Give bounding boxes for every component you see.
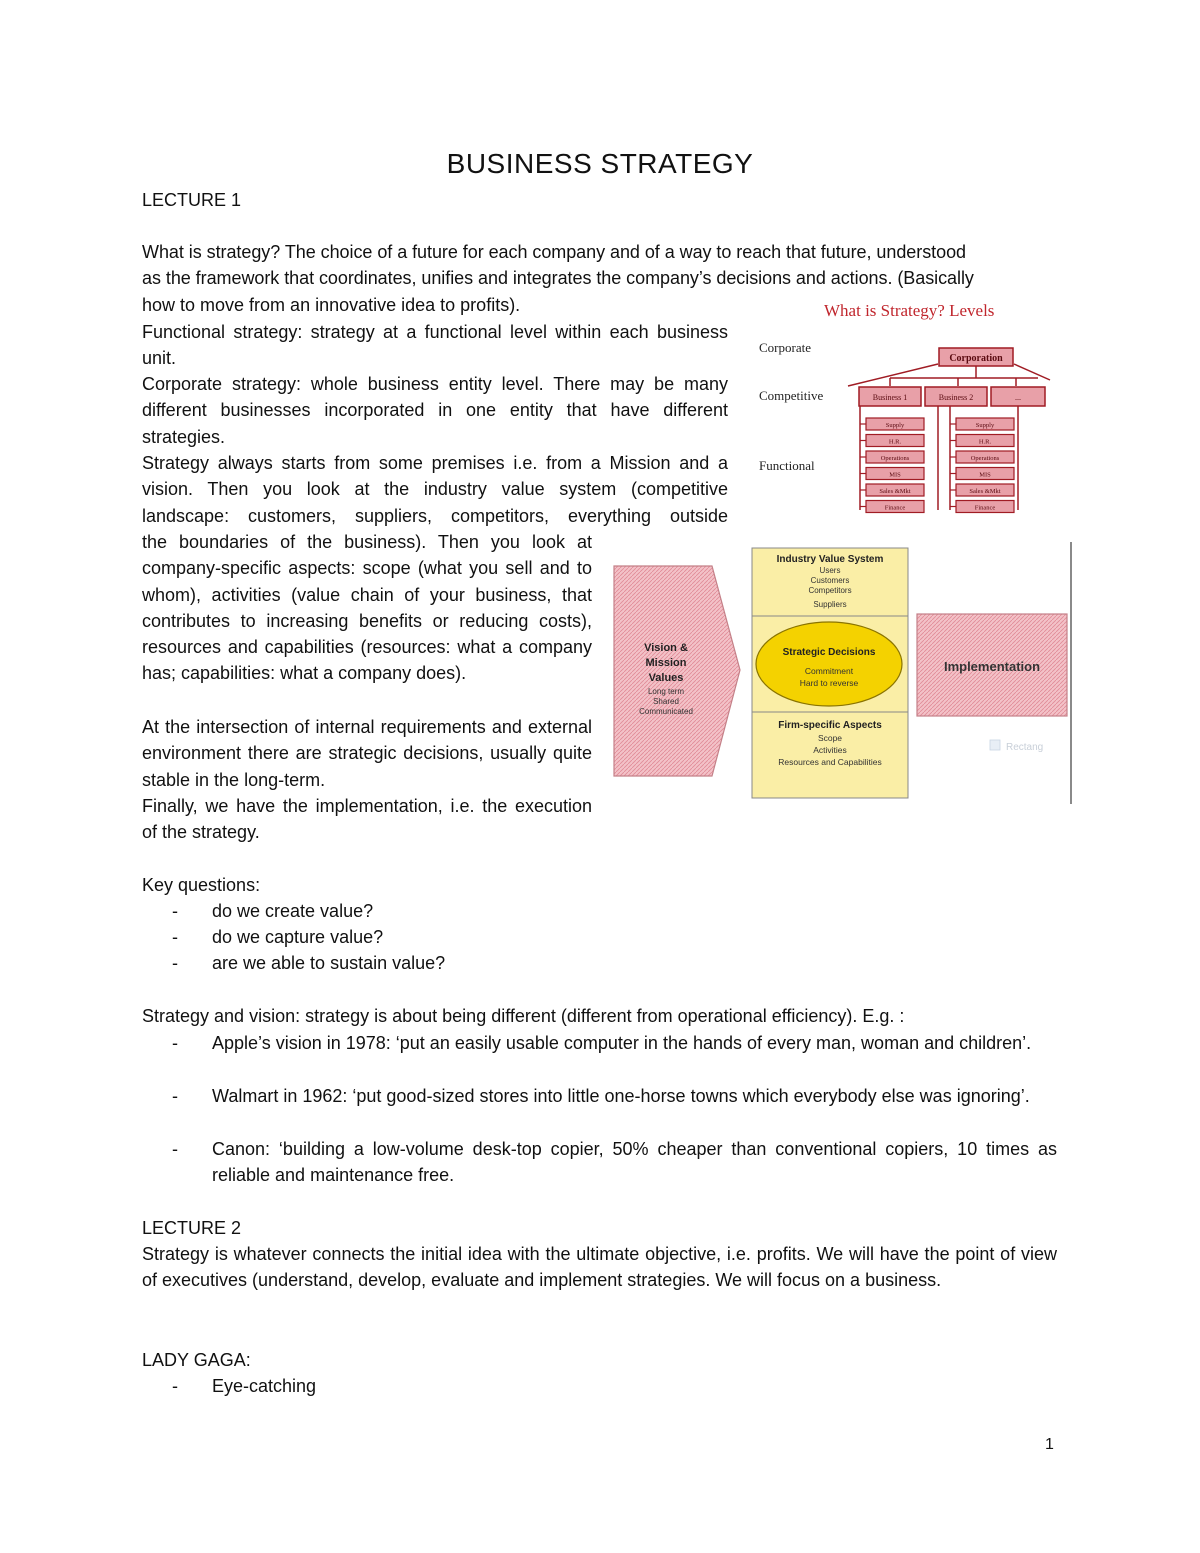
page-number: 1 (1045, 1436, 1054, 1453)
bullet-dash: - (172, 1086, 178, 1106)
bullet-dash: - (172, 1376, 178, 1396)
functional-strategy-paragraph: Functional strategy: strategy at a functional level within each business unit. (142, 322, 728, 369)
firm-heading: Firm-specific Aspects (778, 720, 882, 731)
stray-label: Rectang (1006, 742, 1044, 753)
list-item: are we able to sustain value? (212, 953, 446, 973)
industry-item: Users (819, 566, 841, 575)
strategy-levels-figure (748, 294, 1058, 516)
intro-line-2: as the framework that coordinates, unifies and integrates the company’s decisions and actions. (Basically (142, 268, 974, 288)
function-label: Supply (975, 422, 995, 429)
strategic-item: Hard to reverse (799, 678, 859, 688)
intro-line-1: What is strategy? The choice of a future for each company and of a way to reach that future, understood (142, 242, 966, 262)
vision-label: Mission (645, 657, 687, 669)
list-item: Eye-catching (212, 1376, 317, 1396)
business-label: Business 1 (872, 393, 908, 402)
strategic-item: Commitment (804, 666, 854, 676)
function-label: Sales &Mkt (879, 488, 911, 495)
intersection-paragraph: At the intersection of internal requirements and external environment there are strategic decisions, usually quite stable in the long-term. (142, 717, 592, 790)
lecture-2-heading: LECTURE 2 (142, 1218, 242, 1238)
list-item: Canon: ‘building a low-volume desk-top copier, 50% cheaper than conventional copiers, 10 times as reliable and maintenance free. (212, 1139, 1057, 1186)
lecture-2-paragraph: Strategy is whatever connects the initial idea with the ultimate objective, i.e. profits. We will have the point of view of executives (understand, develop, evaluate and implement strategies. We will focus on a business. (142, 1244, 1057, 1291)
list-item: do we capture value? (212, 927, 384, 947)
bullet-dash: - (172, 927, 178, 947)
industry-item: Customers (810, 576, 850, 585)
lecture-1-heading: LECTURE 1 (142, 190, 242, 210)
vision-label: Values (648, 672, 684, 684)
function-label: Sales &Mkt (969, 488, 1001, 495)
function-label: Supply (885, 422, 905, 429)
premises-paragraph-rest: the boundaries of the business). Then you look at company-specific aspects: scope (what you sell and to whom), activities (value chain of your business, that contributes to increasing benefits or reducing costs), resources and capabilities (resources: what a company has; capabilities: what a company does). (142, 532, 592, 684)
implementation-label: Implementation (943, 659, 1041, 674)
vision-label: Vision & (644, 642, 688, 654)
implementation-paragraph: Finally, we have the implementation, i.e. the execution of the strategy. (142, 796, 592, 843)
shape-handle-icon (990, 740, 1000, 750)
figure-title: What is Strategy? Levels (824, 301, 995, 320)
list-item: do we create value? (212, 901, 374, 921)
strategy-framework-figure (612, 540, 1074, 806)
bullet-dash: - (172, 953, 178, 973)
firm-item: Resources and Capabilities (778, 757, 882, 767)
strategic-heading: Strategic Decisions (782, 647, 876, 658)
key-questions-heading: Key questions: (142, 875, 261, 895)
function-label: MIS (889, 471, 901, 479)
firm-item: Activities (813, 745, 847, 755)
list-item: Apple’s vision in 1978: ‘put an easily usable computer in the hands of every man, woman and children’. (212, 1033, 1032, 1053)
function-label: Finance (884, 504, 906, 512)
function-label: H.R. (888, 438, 902, 446)
firm-item: Scope (817, 733, 843, 743)
bullet-dash: - (172, 1139, 178, 1159)
business-label: Business 2 (938, 393, 974, 402)
industry-item: Competitors (808, 586, 852, 595)
lady-gaga-heading: LADY GAGA: (142, 1350, 251, 1370)
industry-item: Suppliers (813, 600, 847, 609)
vision-intro: Strategy and vision: strategy is about being different (different from operational efficiency). E.g. : (142, 1006, 905, 1026)
row-label-functional: Functional (759, 458, 815, 473)
function-label: Finance (974, 504, 996, 512)
bullet-dash: - (172, 901, 178, 921)
function-label: H.R. (978, 438, 992, 446)
premises-paragraph-top: Strategy always starts from some premises i.e. from a Mission and a vision. Then you look at the industry value system (competitive landscape: customers, suppliers, competitors, everything outside (142, 453, 728, 526)
list-item: Walmart in 1962: ‘put good-sized stores into little one-horse towns which everybody else was ignoring’. (212, 1086, 1030, 1106)
vision-sub-label: Long term (647, 687, 685, 696)
intro-line-3: how to move from an innovative idea to profits). (142, 295, 521, 315)
function-label: MIS (979, 471, 991, 479)
vision-sub-label: Shared (653, 697, 679, 706)
document-title: BUSINESS STRATEGY (446, 148, 754, 179)
corporation-label: Corporation (949, 353, 1003, 364)
row-label-corporate: Corporate (759, 340, 811, 355)
corporate-strategy-paragraph: Corporate strategy: whole business entity level. There may be many different businesses incorporated in one entity that have different strategies. (142, 374, 728, 447)
strategic-decisions-ellipse (756, 622, 902, 706)
function-label: Operations (880, 455, 910, 462)
industry-heading: Industry Value System (776, 554, 884, 565)
function-label: Operations (970, 455, 1000, 462)
row-label-competitive: Competitive (759, 388, 824, 403)
business-label: ... (1015, 393, 1021, 402)
bullet-dash: - (172, 1033, 178, 1053)
vision-arrow-shape (614, 566, 740, 776)
vision-sub-label: Communicated (639, 707, 693, 716)
